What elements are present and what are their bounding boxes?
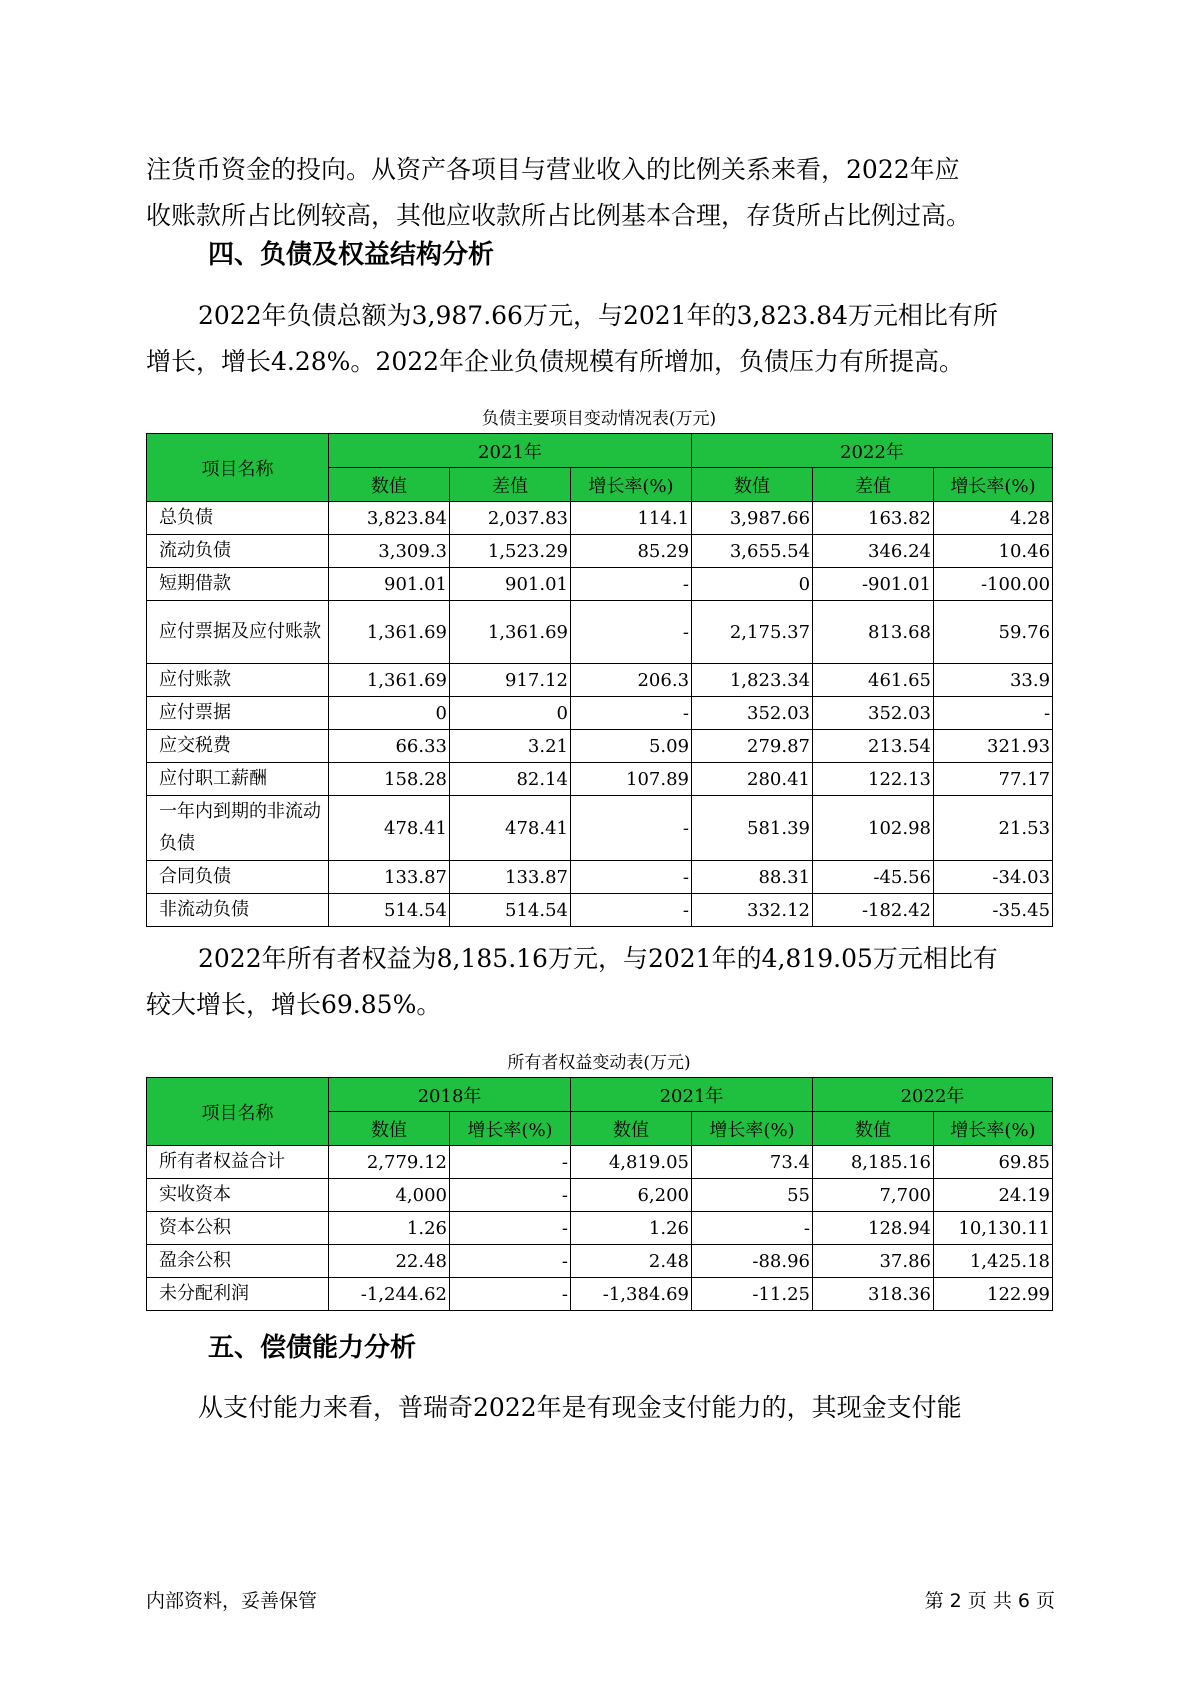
liability-table-body: [147, 502, 1053, 927]
table-cell: 10.46: [934, 535, 1053, 568]
table-cell: -: [450, 1146, 571, 1179]
row-label: 一年内到期的非流动负债: [147, 796, 329, 861]
table-row: [147, 568, 1053, 601]
table-cell: 514.54: [329, 894, 450, 927]
table-cell: 478.41: [450, 796, 571, 861]
table-cell: 133.87: [450, 861, 571, 894]
table-cell: 1,361.69: [329, 664, 450, 697]
table-row: [147, 796, 1053, 861]
table-cell: 346.24: [813, 535, 934, 568]
table-row: [147, 1212, 1053, 1245]
row-label: 应交税费: [147, 730, 329, 763]
table-cell: 1,523.29: [450, 535, 571, 568]
table-cell: -35.45: [934, 894, 1053, 927]
column-header: 差值: [813, 468, 934, 502]
row-label: 非流动负债: [147, 894, 329, 927]
table-cell: 22.48: [329, 1245, 450, 1278]
table-cell: 321.93: [934, 730, 1053, 763]
table-cell: 1,361.69: [450, 601, 571, 664]
row-label: 总负债: [147, 502, 329, 535]
table-cell: 352.03: [692, 697, 813, 730]
table-row: [147, 1179, 1053, 1212]
liability-table: [146, 433, 1053, 927]
row-label: 未分配利润: [147, 1278, 329, 1311]
column-header: 差值: [450, 468, 571, 502]
table-cell: 3,309.3: [329, 535, 450, 568]
section-4-heading: 四、负债及权益结构分析: [208, 240, 495, 270]
table-cell: 77.17: [934, 763, 1053, 796]
table-row: [147, 1245, 1053, 1278]
table-cell: -100.00: [934, 568, 1053, 601]
year-header: 2022年: [692, 434, 1053, 468]
table-cell: 33.9: [934, 664, 1053, 697]
table-cell: 3,987.66: [692, 502, 813, 535]
table-row: [147, 664, 1053, 697]
equity-line-1: 2022年所有者权益为8,185.16万元，与2021年的4,819.05万元相比有: [198, 944, 998, 973]
table-cell: 3,655.54: [692, 535, 813, 568]
table-cell: -: [450, 1245, 571, 1278]
table-cell: 901.01: [329, 568, 450, 601]
year-header: 2021年: [329, 434, 692, 468]
year-header: 2018年: [329, 1078, 571, 1112]
column-header: 数值: [329, 1112, 450, 1146]
section-5-heading: 五、偿债能力分析: [208, 1333, 417, 1363]
table-cell: 901.01: [450, 568, 571, 601]
column-header: 数值: [692, 468, 813, 502]
table-cell: 21.53: [934, 796, 1053, 861]
table-cell: 280.41: [692, 763, 813, 796]
row-label: 所有者权益合计: [147, 1146, 329, 1179]
footer-confidential-note: 内部资料，妥善保管: [146, 1590, 318, 1612]
table-cell: -: [571, 697, 692, 730]
column-header: 数值: [329, 468, 450, 502]
table-cell: 66.33: [329, 730, 450, 763]
table-cell: 0: [450, 697, 571, 730]
table-cell: -: [571, 894, 692, 927]
table-cell: 6,200: [571, 1179, 692, 1212]
table-cell: 0: [329, 697, 450, 730]
table-cell: 1,361.69: [329, 601, 450, 664]
item-name-header: 项目名称: [147, 434, 329, 502]
row-label: 应付票据及应付账款: [147, 601, 329, 664]
column-header: 增长率(%): [571, 468, 692, 502]
table-cell: 88.31: [692, 861, 813, 894]
table-cell: 514.54: [450, 894, 571, 927]
row-label: 流动负债: [147, 535, 329, 568]
table-row: [147, 730, 1053, 763]
table-cell: 3.21: [450, 730, 571, 763]
column-header: 数值: [571, 1112, 692, 1146]
table-cell: 82.14: [450, 763, 571, 796]
item-name-header: 项目名称: [147, 1078, 329, 1146]
table-row: [147, 894, 1053, 927]
table-cell: 478.41: [329, 796, 450, 861]
row-label: 短期借款: [147, 568, 329, 601]
table-cell: -: [571, 601, 692, 664]
liability-line-1: 2022年负债总额为3,987.66万元，与2021年的3,823.84万元相比有所: [198, 301, 998, 330]
column-header: 增长率(%): [934, 468, 1053, 502]
row-label: 应付职工薪酬: [147, 763, 329, 796]
column-header: 增长率(%): [450, 1112, 571, 1146]
row-label: 资本公积: [147, 1212, 329, 1245]
table-cell: -: [571, 861, 692, 894]
table-cell: -: [450, 1179, 571, 1212]
table-cell: 1,425.18: [934, 1245, 1053, 1278]
table-cell: 5.09: [571, 730, 692, 763]
intro-paragraph: [146, 147, 1046, 239]
table-cell: 4,000: [329, 1179, 450, 1212]
table-row: [147, 861, 1053, 894]
table-cell: 158.28: [329, 763, 450, 796]
table-cell: 24.19: [934, 1179, 1053, 1212]
table-cell: 85.29: [571, 535, 692, 568]
solvency-paragraph: [146, 1385, 1046, 1431]
table-cell: 279.87: [692, 730, 813, 763]
column-header: 数值: [813, 1112, 934, 1146]
table-cell: 128.94: [813, 1212, 934, 1245]
table-cell: 206.3: [571, 664, 692, 697]
table-cell: -45.56: [813, 861, 934, 894]
liability-paragraph: [146, 293, 1046, 385]
table-cell: 917.12: [450, 664, 571, 697]
equity-paragraph: [146, 936, 1046, 1028]
year-header: 2022年: [813, 1078, 1053, 1112]
table-cell: 1.26: [571, 1212, 692, 1245]
table-cell: 2.48: [571, 1245, 692, 1278]
table-cell: 55: [692, 1179, 813, 1212]
table-cell: 133.87: [329, 861, 450, 894]
table-cell: 581.39: [692, 796, 813, 861]
table-cell: 213.54: [813, 730, 934, 763]
solvency-line-1: 从支付能力来看，普瑞奇2022年是有现金支付能力的，其现金支付能: [198, 1393, 962, 1422]
table-cell: 122.13: [813, 763, 934, 796]
table-cell: -88.96: [692, 1245, 813, 1278]
table-cell: 107.89: [571, 763, 692, 796]
table-cell: -182.42: [813, 894, 934, 927]
table-cell: 37.86: [813, 1245, 934, 1278]
table-cell: 73.4: [692, 1146, 813, 1179]
table-row: [147, 502, 1053, 535]
table-cell: 8,185.16: [813, 1146, 934, 1179]
table-cell: 318.36: [813, 1278, 934, 1311]
table-cell: 102.98: [813, 796, 934, 861]
table-row: [147, 1146, 1053, 1179]
row-label: 应付票据: [147, 697, 329, 730]
table-cell: 4,819.05: [571, 1146, 692, 1179]
table-cell: 122.99: [934, 1278, 1053, 1311]
year-header: 2021年: [571, 1078, 813, 1112]
table-cell: -34.03: [934, 861, 1053, 894]
equity-table: [146, 1077, 1053, 1311]
footer-page-number: 第 2 页 共 6 页: [924, 1590, 1055, 1612]
table-cell: 3,823.84: [329, 502, 450, 535]
column-header: 增长率(%): [692, 1112, 813, 1146]
table-cell: 332.12: [692, 894, 813, 927]
equity-line-2: 较大增长，增长69.85%。: [146, 990, 442, 1019]
table-cell: -: [450, 1278, 571, 1311]
equity-table-caption: 所有者权益变动表(万元): [507, 1053, 691, 1073]
table-cell: 69.85: [934, 1146, 1053, 1179]
table-row: [147, 697, 1053, 730]
table-row: [147, 763, 1053, 796]
table-cell: 2,779.12: [329, 1146, 450, 1179]
liability-table-caption: 负债主要项目变动情况表(万元): [481, 409, 717, 429]
table-cell: -1,384.69: [571, 1278, 692, 1311]
equity-table-body: [147, 1146, 1053, 1311]
table-cell: -11.25: [692, 1278, 813, 1311]
row-label: 应付账款: [147, 664, 329, 697]
table-cell: 10,130.11: [934, 1212, 1053, 1245]
table-cell: -: [450, 1212, 571, 1245]
table-cell: 2,037.83: [450, 502, 571, 535]
table-cell: 1.26: [329, 1212, 450, 1245]
table-row: [147, 535, 1053, 568]
table-cell: 461.65: [813, 664, 934, 697]
table-row: [147, 1278, 1053, 1311]
table-cell: 352.03: [813, 697, 934, 730]
table-cell: 163.82: [813, 502, 934, 535]
liability-line-2: 增长，增长4.28%。2022年企业负债规模有所增加，负债压力有所提高。: [146, 347, 965, 376]
intro-line-1: 注货币资金的投向。从资产各项目与营业收入的比例关系来看，2022年应: [146, 155, 960, 184]
column-header: 增长率(%): [934, 1112, 1053, 1146]
row-label: 实收资本: [147, 1179, 329, 1212]
table-cell: 1,823.34: [692, 664, 813, 697]
table-cell: 7,700: [813, 1179, 934, 1212]
table-cell: -: [571, 796, 692, 861]
table-cell: -1,244.62: [329, 1278, 450, 1311]
table-cell: -901.01: [813, 568, 934, 601]
table-cell: -: [571, 568, 692, 601]
table-cell: 813.68: [813, 601, 934, 664]
table-cell: 59.76: [934, 601, 1053, 664]
table-cell: 114.1: [571, 502, 692, 535]
row-label: 合同负债: [147, 861, 329, 894]
intro-line-2: 收账款所占比例较高，其他应收款所占比例基本合理，存货所占比例过高。: [146, 201, 972, 230]
row-label: 盈余公积: [147, 1245, 329, 1278]
table-cell: 4.28: [934, 502, 1053, 535]
table-cell: 0: [692, 568, 813, 601]
table-row: [147, 601, 1053, 664]
table-cell: -: [692, 1212, 813, 1245]
table-cell: 2,175.37: [692, 601, 813, 664]
table-cell: -: [934, 697, 1053, 730]
